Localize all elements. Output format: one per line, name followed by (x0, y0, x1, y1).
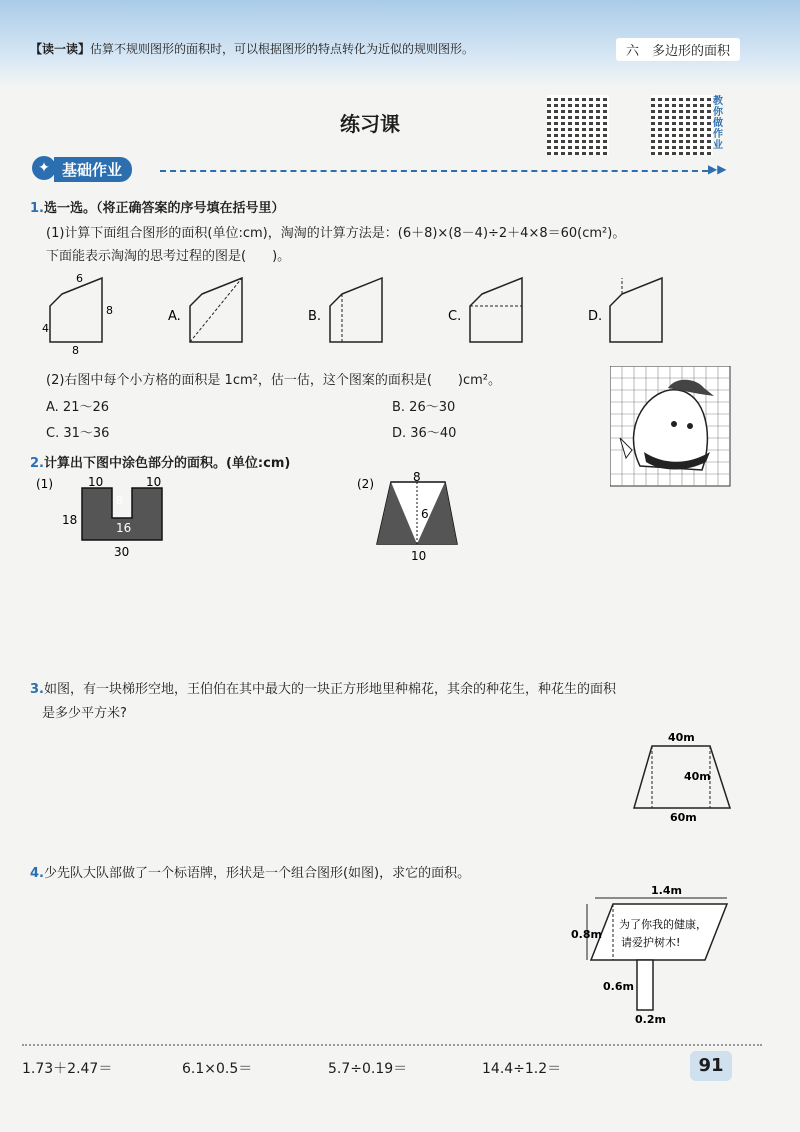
svg-text:6: 6 (421, 507, 429, 521)
q1-figures (40, 270, 730, 360)
q4-text: 4.少先队大队部做了一个标语牌，形状是一个组合图形(如图)，求它的面积。 (30, 866, 471, 881)
dim-top: 6 (76, 272, 83, 285)
mental-math-1: 1.73＋2.47＝ (22, 1061, 113, 1077)
q2-figure-1 (30, 472, 200, 562)
svg-text:18: 18 (62, 513, 78, 527)
q1-sub2: (2)右图中每个小方格的面积是 1cm²，估一估，这个图案的面积是( )cm²。 (46, 373, 502, 388)
option-b: B. (308, 309, 322, 324)
signboard-figure (565, 880, 740, 1028)
header-bar (30, 40, 750, 62)
dim-left: 4 (42, 322, 49, 335)
svg-text:1.4m: 1.4m (651, 884, 682, 897)
choice-a: A. 21～26 (46, 400, 110, 415)
svg-text:0.8m: 0.8m (571, 928, 602, 941)
svg-text:0.6m: 0.6m (603, 980, 634, 993)
svg-text:30: 30 (114, 545, 130, 559)
choice-b: B. 26～30 (392, 400, 456, 415)
svg-text:10: 10 (88, 475, 104, 489)
option-a: A. (168, 309, 181, 324)
figure-d (610, 278, 662, 342)
trapezoid-figure (630, 728, 740, 824)
figure-c (470, 278, 522, 342)
qr-code-icon[interactable] (651, 95, 713, 155)
page-title: 练习课 (340, 112, 400, 136)
choice-d: D. 36～40 (392, 426, 457, 441)
option-c: C. (448, 309, 462, 324)
mental-math-4: 14.4÷1.2＝ (482, 1061, 562, 1077)
figure-original (50, 278, 102, 342)
mental-math-3: 5.7÷0.19＝ (328, 1061, 408, 1077)
svg-text:10: 10 (411, 549, 427, 562)
reading-tip: 【读一读】估算不规则图形的面积时，可以根据图形的特点转化为近似的规则图形。 (30, 42, 475, 56)
svg-text:40m: 40m (684, 770, 711, 783)
svg-text:0.2m: 0.2m (635, 1013, 666, 1026)
svg-text:8: 8 (413, 472, 421, 484)
q1-sub1-line1: (1)计算下面组合图形的面积(单位:cm)，淘淘的计算方法是：(6＋8)×(8－4)÷2＋4×8＝60(cm²)。 (46, 226, 626, 241)
q3-line1: 3.如图，有一块梯形空地，王伯伯在其中最大的一块正方形地里种棉花，其余的种花生，种花生的面积 (30, 682, 616, 697)
svg-text:10: 10 (146, 475, 162, 489)
bulb-icon: ✦ (32, 156, 56, 180)
svg-text:8: 8 (116, 494, 123, 507)
choice-c: C. 31～36 (46, 426, 110, 441)
svg-text:16: 16 (116, 521, 132, 535)
svg-text:40m: 40m (668, 731, 695, 744)
svg-text:60m: 60m (670, 811, 697, 824)
figure-b (330, 278, 382, 342)
svg-text:(1): (1) (36, 477, 53, 491)
grid-figure (610, 366, 740, 488)
svg-text:(2): (2) (357, 477, 374, 491)
unit-label: 六 多边形的面积 (616, 38, 740, 61)
section-label: 基础作业 (54, 157, 132, 182)
mental-math-2: 6.1×0.5＝ (182, 1061, 253, 1077)
q2-figure-2 (355, 472, 475, 562)
q1-sub1-line2: 下面能表示淘淘的思考过程的图是( )。 (46, 249, 291, 264)
svg-text:为了你我的健康，: 为了你我的健康， (619, 918, 707, 931)
q1-title: 1.选一选。（将正确答案的序号填在括号里） (30, 201, 285, 216)
arrow-right-icon: ▶▶ (708, 162, 727, 176)
dim-right: 8 (106, 304, 113, 317)
figure-a (190, 278, 242, 342)
page-number: 91 (690, 1051, 732, 1081)
divider (160, 170, 708, 172)
option-d: D. (588, 309, 603, 324)
q3-line2: 是多少平方米? (42, 706, 127, 721)
dim-bottom: 8 (72, 344, 79, 357)
footer-divider (22, 1044, 762, 1046)
qr-code-icon[interactable] (547, 95, 609, 155)
svg-text:请爱护树木!: 请爱护树木! (621, 936, 681, 949)
qr-caption: 教 你 做 作 业 (713, 96, 723, 151)
q2-title: 2.计算出下图中涂色部分的面积。(单位:cm) (30, 456, 291, 471)
